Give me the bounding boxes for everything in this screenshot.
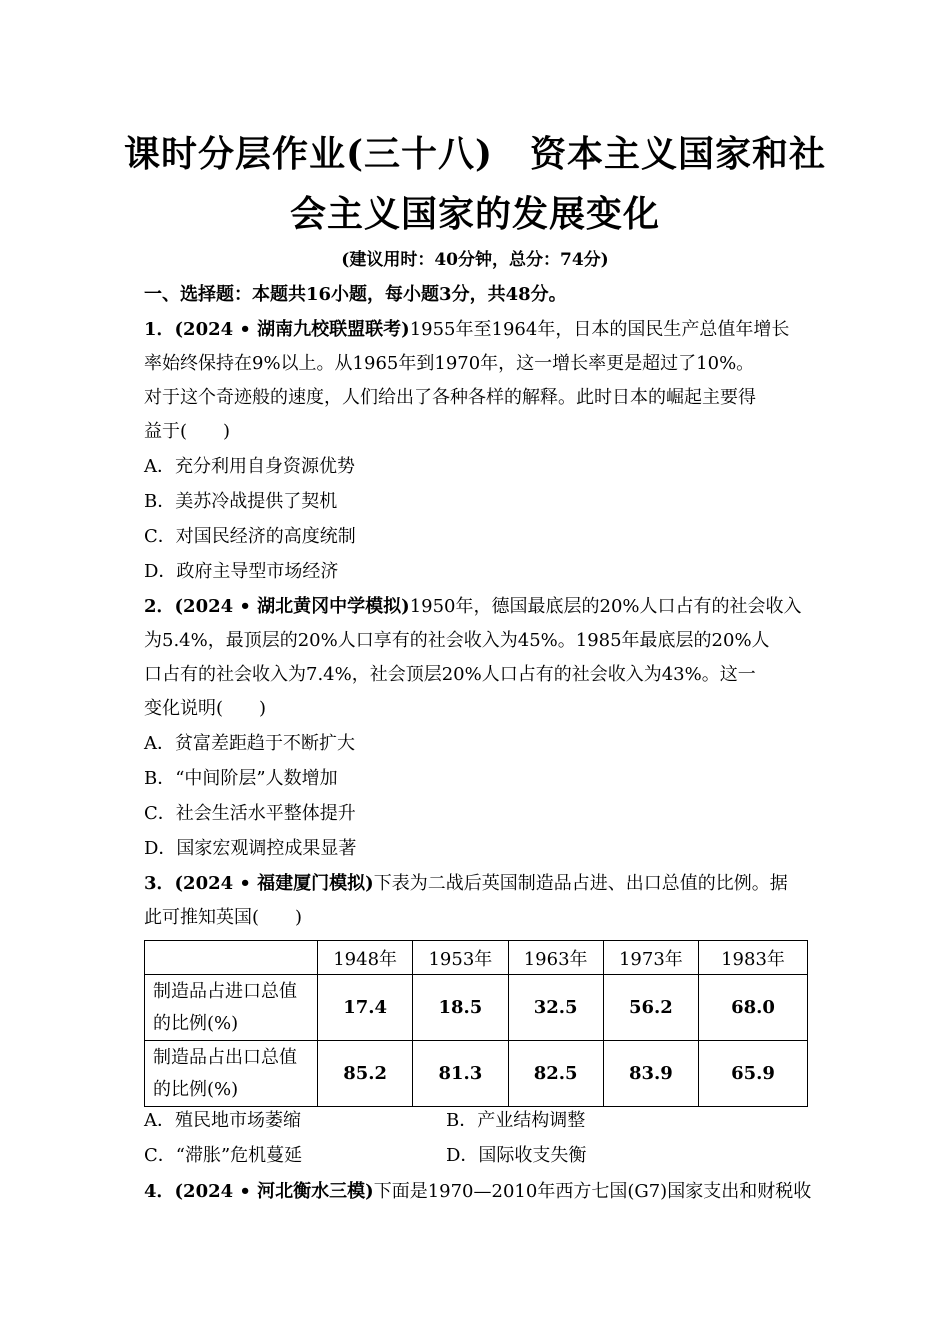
q2-source: (2024 • 湖北黄冈中学模拟) xyxy=(174,596,410,617)
table-cell: 68.0 xyxy=(699,975,808,1041)
q3-option-b: B．产业结构调整 xyxy=(446,1110,586,1131)
q1-option-b: B．美苏冷战提供了契机 xyxy=(144,491,338,512)
q2-number: 2． xyxy=(144,596,175,617)
q3-number: 3． xyxy=(144,873,175,894)
q4-source: (2024 • 河北衡水三模) xyxy=(174,1181,374,1202)
q1-source: (2024 • 湖南九校联盟联考) xyxy=(174,319,410,340)
table-row xyxy=(145,975,808,1041)
q2-line-2: 为5.4%，最顶层的20%人口享有的社会收入为45%。1985年最底层的20%人 xyxy=(144,630,770,651)
q1-line-4: 益于( ) xyxy=(144,421,231,442)
q3-option-a: A．殖民地市场萎缩 xyxy=(144,1110,301,1131)
table-header-1973: 1973年 xyxy=(603,941,698,975)
q4-line-1 xyxy=(144,1175,812,1209)
q3-text-1: 下表为二战后英国制造品占进、出口总值的比例。据 xyxy=(373,873,788,894)
section-heading: 一、选择题：本题共16小题，每小题3分，共48分。 xyxy=(144,284,567,305)
table-row-label-export xyxy=(145,1041,318,1107)
time-score-note: (建议用时：40分钟，总分：74分) xyxy=(341,250,609,270)
table-row-label-import xyxy=(145,975,318,1041)
q1-line-1 xyxy=(144,313,808,347)
q1-option-d: D．政府主导型市场经济 xyxy=(144,561,339,582)
q3-source: (2024 • 福建厦门模拟) xyxy=(174,873,374,894)
table-header-1963: 1963年 xyxy=(508,941,603,975)
q1-line-3: 对于这个奇迹般的速度，人们给出了各种各样的解释。此时日本的崛起主要得 xyxy=(144,387,756,408)
table-cell: 32.5 xyxy=(508,975,603,1041)
row-label-line-2: 的比例(%) xyxy=(153,1012,239,1034)
title-line-2: 会主义国家的发展变化 xyxy=(289,193,660,235)
table-cell: 82.5 xyxy=(508,1041,603,1107)
row-label-line-1: 制造品占出口总值 xyxy=(153,1046,297,1068)
q3-option-c: C．“滞胀”危机蔓延 xyxy=(144,1145,303,1166)
q3-option-d: D．国际收支失衡 xyxy=(446,1145,587,1166)
q2-option-b: B．“中间阶层”人数增加 xyxy=(144,768,338,789)
q1-number: 1． xyxy=(144,319,175,340)
q3-line-1 xyxy=(144,867,808,901)
q2-line-4: 变化说明( ) xyxy=(144,698,267,719)
table-cell: 18.5 xyxy=(413,975,508,1041)
row-label-line-2: 的比例(%) xyxy=(153,1078,239,1100)
table-corner-cell xyxy=(145,941,318,975)
table-header-1953: 1953年 xyxy=(413,941,508,975)
q2-line-1 xyxy=(144,590,808,624)
q3-data-table xyxy=(144,940,808,1107)
table-cell: 85.2 xyxy=(318,1041,413,1107)
q2-option-d: D．国家宏观调控成果显著 xyxy=(144,838,357,859)
q1-option-c: C．对国民经济的高度统制 xyxy=(144,526,356,547)
table-header-row xyxy=(145,941,808,975)
q4-number: 4． xyxy=(144,1181,175,1202)
q1-line-2: 率始终保持在9%以上。从1965年到1970年，这一增长率更是超过了10%。 xyxy=(144,353,755,374)
q1-text-1: 1955年至1964年，日本的国民生产总值年增长 xyxy=(409,319,790,340)
table-cell: 83.9 xyxy=(603,1041,698,1107)
title-line-1: 课时分层作业(三十八) 资本主义国家和社 xyxy=(123,133,827,175)
table-cell: 81.3 xyxy=(413,1041,508,1107)
table-header-1948: 1948年 xyxy=(318,941,413,975)
q2-line-3: 口占有的社会收入为7.4%，社会顶层20%人口占有的社会收入为43%。这一 xyxy=(144,664,756,685)
table-cell: 17.4 xyxy=(318,975,413,1041)
q1-option-a: A．充分利用自身资源优势 xyxy=(144,456,355,477)
q2-option-a: A．贫富差距趋于不断扩大 xyxy=(144,733,355,754)
q2-option-c: C．社会生活水平整体提升 xyxy=(144,803,356,824)
q4-text-1: 下面是1970—2010年西方七国(G7)国家支出和财税收 xyxy=(373,1181,812,1202)
table-header-1983: 1983年 xyxy=(699,941,808,975)
q3-line-2: 此可推知英国( ) xyxy=(144,907,303,928)
table-row xyxy=(145,1041,808,1107)
table-cell: 56.2 xyxy=(603,975,698,1041)
row-label-line-1: 制造品占进口总值 xyxy=(153,980,297,1002)
q2-text-1: 1950年，德国最底层的20%人口占有的社会收入 xyxy=(409,596,802,617)
table-cell: 65.9 xyxy=(699,1041,808,1107)
